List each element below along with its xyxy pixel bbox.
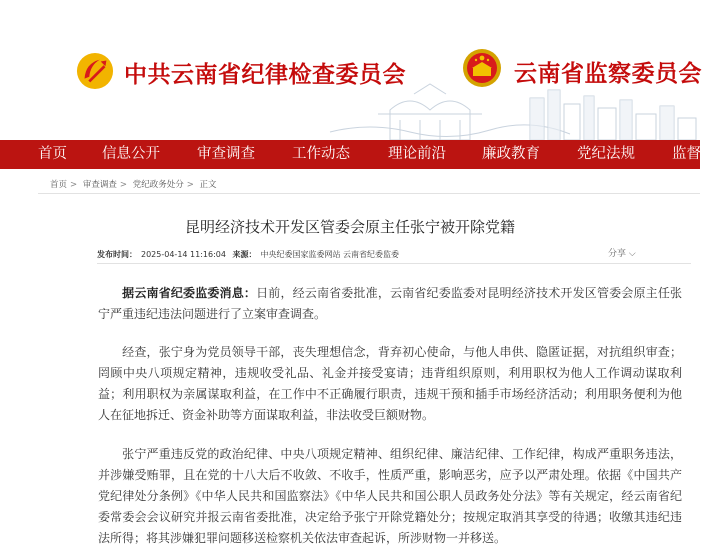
nav-item-party-regulations[interactable]: 党纪法规 <box>577 146 635 162</box>
breadcrumb-separator: > <box>186 180 194 190</box>
divider <box>97 263 691 264</box>
org-name-discipline-commission: 中共云南省纪律检查委员会 <box>124 62 406 88</box>
nav-item-theory-frontier[interactable]: 理论前沿 <box>388 146 446 162</box>
article-paragraph-3 <box>98 444 682 549</box>
chevron-down-icon: ⌵ <box>628 249 636 259</box>
share-button[interactable] <box>608 246 636 259</box>
divider <box>38 193 700 194</box>
nav-item-home[interactable]: 首页 <box>38 146 67 162</box>
site-header <box>0 0 700 140</box>
paragraph-text: 张宁严重违反党的政治纪律、中央八项规定精神、组织纪律、廉洁纪律、工作纪律，构成严重职务违法，并涉嫌受贿罪，且在党的十八大后不收敛、不收手，性质严重，影响恶劣，应予以严肃处理。依据《中国共产党纪律处分条例》《中华人民共和国监察法》《中华人民共和国公职人员政务处分法》等有关规定，经云南省纪委常委会会议研究并报云南省委批准，决定给予张宁开除党籍处分；按规定取消其享受的待遇；收缴其违纪违法所得；将其涉嫌犯罪问题移送检察机关依法审查起诉，所涉财物一并移送。 <box>98 447 682 545</box>
party-emblem-icon <box>76 52 114 90</box>
nav-item-info-disclosure[interactable]: 信息公开 <box>102 146 160 162</box>
breadcrumb-home[interactable]: 首页 <box>50 180 68 190</box>
org-name-supervisory-commission: 云南省监察委员会 <box>514 61 702 87</box>
breadcrumb-disciplinary-sanctions[interactable]: 党纪政务处分 <box>132 180 184 190</box>
published-label: 发布时间： <box>97 250 137 259</box>
national-emblem-icon <box>462 48 502 88</box>
published-time: 2025-04-14 11:16:04 <box>141 250 226 259</box>
breadcrumb <box>50 178 220 190</box>
nav-item-review-investigation[interactable]: 审查调查 <box>197 146 255 162</box>
breadcrumb-review-investigation[interactable]: 审查调查 <box>82 180 117 190</box>
paragraph-text: 日前，经云南省委批准，云南省纪委监委对昆明经济技术开发区管委会原主任张宁严重违纪违法问题进行了立案审查调查。 <box>98 286 682 321</box>
source-value: 中央纪委国家监委网站 云南省纪委监委 <box>260 250 400 259</box>
lead-label: 据云南省纪委监委消息： <box>122 286 257 300</box>
breadcrumb-current: 正文 <box>199 180 217 190</box>
article-title: 昆明经济技术开发区管委会原主任张宁被开除党籍 <box>184 218 515 236</box>
article-paragraph-2 <box>98 342 682 426</box>
breadcrumb-separator: > <box>119 180 127 190</box>
article-paragraph-1 <box>98 283 682 325</box>
nav-item-work-news[interactable]: 工作动态 <box>292 146 350 162</box>
nav-item-supervision[interactable]: 监督 <box>672 146 701 162</box>
nav-item-integrity-education[interactable]: 廉政教育 <box>482 146 540 162</box>
paragraph-text: 经查，张宁身为党员领导干部，丧失理想信念，背弃初心使命，与他人串供、隐匿证据，对抗组织审查；罔顾中央八项规定精神，违规收受礼品、礼金并接受宴请；违背组织原则，利用职权为他人工作调动谋取利益；利用职权为亲属谋取利益，在工作中不正确履行职责，违规干预和插手市场经济活动；利用职务便利为他人在征地拆迁、资金补助等方面谋取利益，非法收受巨额财物。 <box>98 345 682 422</box>
source-label: 来源： <box>232 250 257 259</box>
article-meta <box>97 249 403 260</box>
main-navigation <box>0 140 700 169</box>
share-label: 分享 <box>608 249 627 259</box>
breadcrumb-separator: > <box>70 180 78 190</box>
